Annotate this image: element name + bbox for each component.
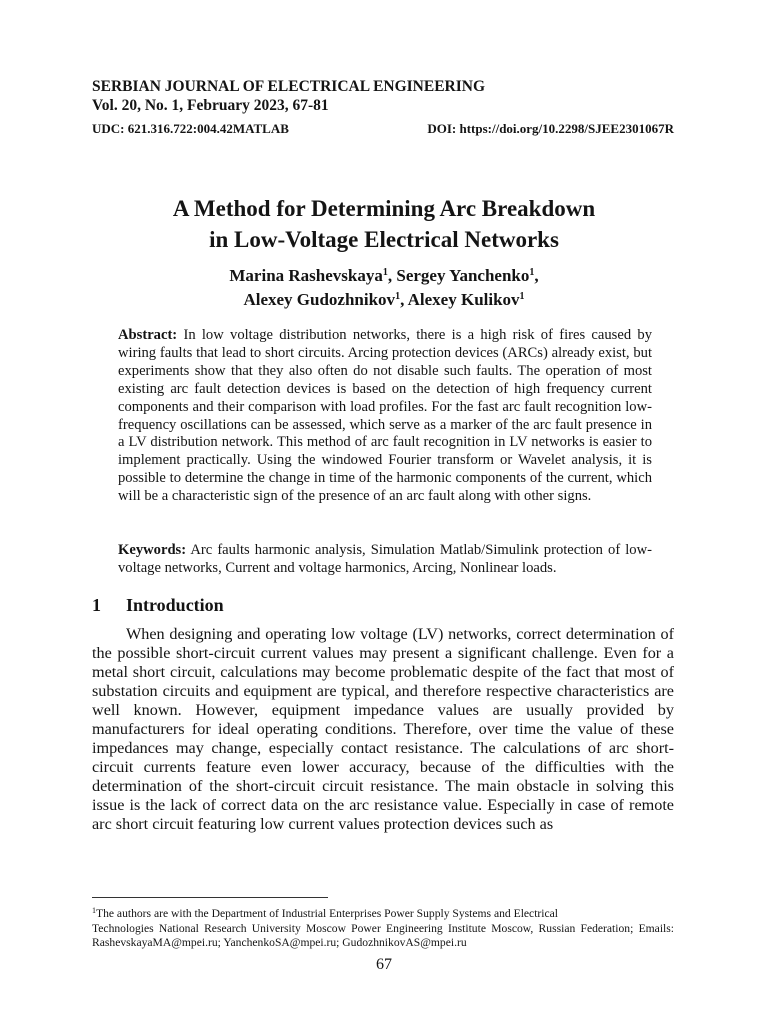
udc-code: UDC: 621.316.722:004.42MATLAB <box>92 121 289 136</box>
affiliation-mark: 1 <box>382 267 388 278</box>
abstract <box>118 327 652 506</box>
author-separator: , <box>387 266 397 285</box>
doi-link[interactable]: DOI: https://doi.org/10.2298/SJEE2301067R <box>427 121 674 136</box>
article-meta <box>92 121 674 137</box>
section-heading <box>92 595 224 616</box>
title-line-1: A Method for Determining Arc Breakdown <box>172 196 596 221</box>
page-number: 67 <box>376 956 392 973</box>
section-number: 1 <box>92 595 101 615</box>
affiliation-mark: 1 <box>395 291 401 302</box>
author-name: Alexey Gudozhnikov <box>243 290 396 309</box>
authors-line-1: Marina Rashevskaya$^1$, Sergey Yanchenko$^1$, <box>229 266 539 285</box>
journal-header <box>92 77 485 115</box>
author-list <box>92 264 676 312</box>
author-separator: , <box>400 290 408 309</box>
abstract-text: In low voltage distribution networks, there is a high risk of fires caused by wiring faults that lead to short circuits. Arcing protection devices (ARCs) already exist, but experiments show that they also often do not disable such faults. The operation of most existing arc fault detection devices is based on the detection of high frequency current components and their comparison with load profiles. For the fast arc fault recognition low-frequency oscillations can be assessed, which serve as a marker of the arc fault presence in a LV distribution network. This method of arc fault recognition in LV networks is easier to implement practically. Using the windowed Fourier transform or Wavelet analysis, it is possible to determine the change in time of the harmonic components of the current, which will be a characteristic sign of the presence of an arc fault along with other signs. <box>118 327 652 505</box>
journal-name: SERBIAN JOURNAL OF ELECTRICAL ENGINEERING <box>92 78 486 95</box>
footnote-text-1: The authors are with the Department of Industrial Enterprises Power Supply Systems and Electrical <box>96 907 559 920</box>
footnote-text-2: Technologies National Research University Moscow Power Engineering Institute Moscow, Russian Federation; Emails: RashevskayaMA@mpei.ru; YanchenkoSA@mpei.ru; GudozhnikovAS@mpei.ru <box>92 921 674 949</box>
keywords <box>118 541 652 577</box>
footnote <box>92 907 674 951</box>
affiliation-mark: 1 <box>529 267 535 278</box>
title-line-2: in Low-Voltage Electrical Networks <box>209 227 559 252</box>
footnote-divider <box>92 897 328 898</box>
keywords-text: Arc faults harmonic analysis, Simulation Matlab/Simulink protection of low-voltage networks, Current and voltage harmonics, Arcing, Nonlinear loads. <box>118 542 652 576</box>
author-name: Alexey Kulikov <box>407 290 520 309</box>
body-paragraph: When designing and operating low voltage (LV) networks, correct determination of the possible short-circuit current values may present a significant challenge. Even for a metal short circuit, calculations may become problematic despite of the fact that most of substation circuits and equipment are typical, and therefore respective characteristics are well known. However, equipment impedance values are usually provided by manufacturers for ideal operating conditions. Therefore, over time the value of these impedances may change, especially contact resistance. The calculations of arc short-circuit currents feature even lower accuracy, because of the difficulties with the determination of the short-circuit circuit resistance. The main obstacle in solving this issue is the lack of correct data on the arc resistance value. Especially in case of remote arc short circuit featuring low current values protection devices such as <box>92 625 674 833</box>
paper-title <box>92 193 676 255</box>
author-name: Sergey Yanchenko <box>396 266 530 285</box>
author-name: Marina Rashevskaya <box>229 266 383 285</box>
abstract-label: Abstract: <box>118 327 178 343</box>
authors-line-2 <box>92 288 676 312</box>
section-title: Introduction <box>126 595 224 615</box>
affiliation-mark: 1 <box>519 291 525 302</box>
journal-volume: Vol. 20, No. 1, February 2023, 67-81 <box>92 97 329 114</box>
footnote-first-line <box>92 907 558 920</box>
keywords-label: Keywords: <box>118 542 187 558</box>
footnote-mark: 1 <box>92 906 96 915</box>
